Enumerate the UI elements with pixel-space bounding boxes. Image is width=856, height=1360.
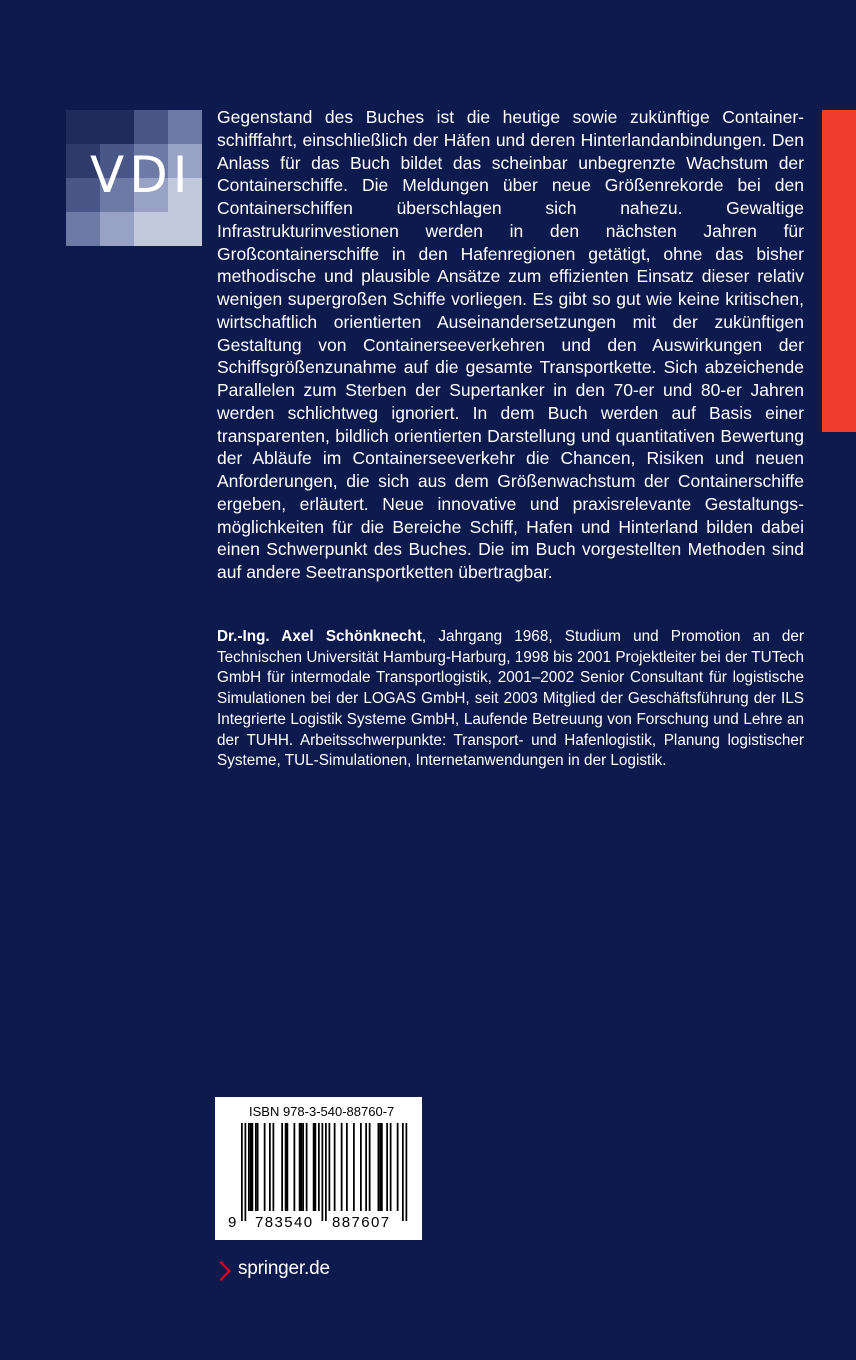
logo-tile xyxy=(134,212,168,246)
barcode-bar xyxy=(245,1123,247,1221)
barcode-digits-right: 887607 xyxy=(332,1214,391,1231)
barcode-bar xyxy=(365,1123,367,1211)
book-description: Gegenstand des Buches ist die heutige sowie zukünftige Containerschifffahrt, einschließlich der Häfen und deren Hinterlandanbindungen. Den Anlass für das Buch bildet das scheinbar unbegrenzte Wachstum der Containerschiffe. Die Meldungen über neue Größenrekorde bei den Containerschiffen überschlagen sich nahezu. Gewaltige Infrastrukturinvestionen werden in den nächsten Jahren für Großcontainerschiffe in den Hafenregionen getätigt, ohne das bisher methodische und plausible Ansätze zum effizienten Einsatz dieser relativ wenigen supergroßen Schiffe vorliegen. Es gibt so gut wie keine kritischen, wirtschaftlich orientierten Auseinandersetzungen mit der zukünftigen Gestaltung von Containerseeverkehren und den Auswirkungen der Schiffsgrößenzunahme auf die gesamte Transportkette. Sich abzeichende Parallelen zum Sterben der Supertanker in den 70-er und 80-er Jahren werden schlichtweg ignoriert. In dem Buch werden auf Basis einer transparenten, bildlich orientierten Darstellung und quantitativen Bewertung der Abläufe im Containerseeverkehr die Chancen, Risiken und neuen Anforderungen, die sich aus dem Größenwachstum der Containerschiffe ergeben, erläutert. Neue innovative und praxisrelevante Gestaltungsmöglichkeiten für die Bereiche Schiff, Hafen und Hinterland bilden dabei einen Schwerpunkt des Buches. Die im Buch vorgestellten Methoden sind auf andere Seetransportketten übertragbar. xyxy=(217,107,804,582)
barcode-bar xyxy=(353,1123,355,1211)
barcode-digit-first: 9 xyxy=(228,1214,237,1231)
barcode-bar xyxy=(306,1123,308,1211)
author-bio-text: , Jahrgang 1968, Studium und Promotion an der Technischen Universität Hamburg-Harburg, 1998 bis 2001 Projektleiter bei der TUTech GmbH für intermodale Transportlogistik, 2001–2002 Senior Consultant für logistische Simulationen bei der LOGAS GmbH, seit 2003 Mitglied der Geschäftsführung der ILS Integrierte Logistik Systeme GmbH, Laufende Betreuung von Forschung und Lehre an der TUHH. Arbeitsschwerpunkte: Transport- und Hafenlogistik, Planung logistischer Systeme, TUL-Simulationen, Internetanwendungen in der Logistik. xyxy=(217,628,805,770)
barcode-bar xyxy=(386,1123,388,1211)
logo-tile xyxy=(168,212,202,246)
logo-tile xyxy=(134,110,168,144)
barcode-bar xyxy=(329,1123,331,1211)
barcode-box xyxy=(215,1097,422,1240)
barcode-bar xyxy=(299,1123,301,1211)
barcode-bar xyxy=(325,1123,327,1221)
barcode-bar xyxy=(294,1123,296,1211)
barcode-bar xyxy=(369,1123,371,1211)
barcode-bar xyxy=(318,1123,320,1211)
barcode-bar xyxy=(313,1123,315,1211)
logo-tile xyxy=(66,212,100,246)
vdi-logo-text: VDI xyxy=(90,146,193,204)
barcode-bar xyxy=(406,1123,408,1221)
barcode-bar xyxy=(315,1123,317,1211)
accent-bar xyxy=(822,110,856,432)
barcode-bar xyxy=(257,1123,259,1211)
barcode-icon xyxy=(215,1097,422,1240)
barcode-bar xyxy=(255,1123,257,1211)
barcode-bar xyxy=(379,1123,381,1211)
barcode-bar xyxy=(281,1123,283,1211)
logo-tile xyxy=(100,110,134,144)
barcode-digits-left: 783540 xyxy=(255,1214,314,1231)
logo-tile xyxy=(100,212,134,246)
barcode-bar xyxy=(252,1123,254,1211)
barcode-bar xyxy=(381,1123,383,1211)
barcode-bar xyxy=(402,1123,404,1221)
barcode-bar xyxy=(378,1123,380,1211)
barcode-bar xyxy=(346,1123,348,1211)
chevron-right-icon xyxy=(219,1260,233,1282)
barcode-bar xyxy=(302,1123,304,1211)
barcode-bar xyxy=(360,1123,362,1211)
barcode-bar xyxy=(248,1123,250,1211)
barcode-bar xyxy=(250,1123,252,1211)
barcode-bar xyxy=(397,1123,399,1211)
publisher-website[interactable]: springer.de xyxy=(238,1258,330,1279)
barcode-bar xyxy=(334,1123,336,1211)
barcode-bar xyxy=(241,1123,243,1221)
isbn-label: ISBN 978-3-540-88760-7 xyxy=(249,1104,395,1119)
barcode-bar xyxy=(287,1123,289,1211)
barcode-bar xyxy=(390,1123,392,1211)
logo-tile xyxy=(66,110,100,144)
barcode-bar xyxy=(322,1123,324,1221)
logo-tile xyxy=(168,110,202,144)
barcode-bar xyxy=(301,1123,303,1211)
barcode-bar xyxy=(269,1123,271,1211)
barcode-bar xyxy=(273,1123,275,1211)
barcode-bar xyxy=(341,1123,343,1211)
author-name: Dr.-Ing. Axel Schönknecht xyxy=(217,628,422,645)
author-bio xyxy=(217,627,804,772)
barcode-bar xyxy=(264,1123,266,1211)
barcode-bar xyxy=(285,1123,287,1211)
